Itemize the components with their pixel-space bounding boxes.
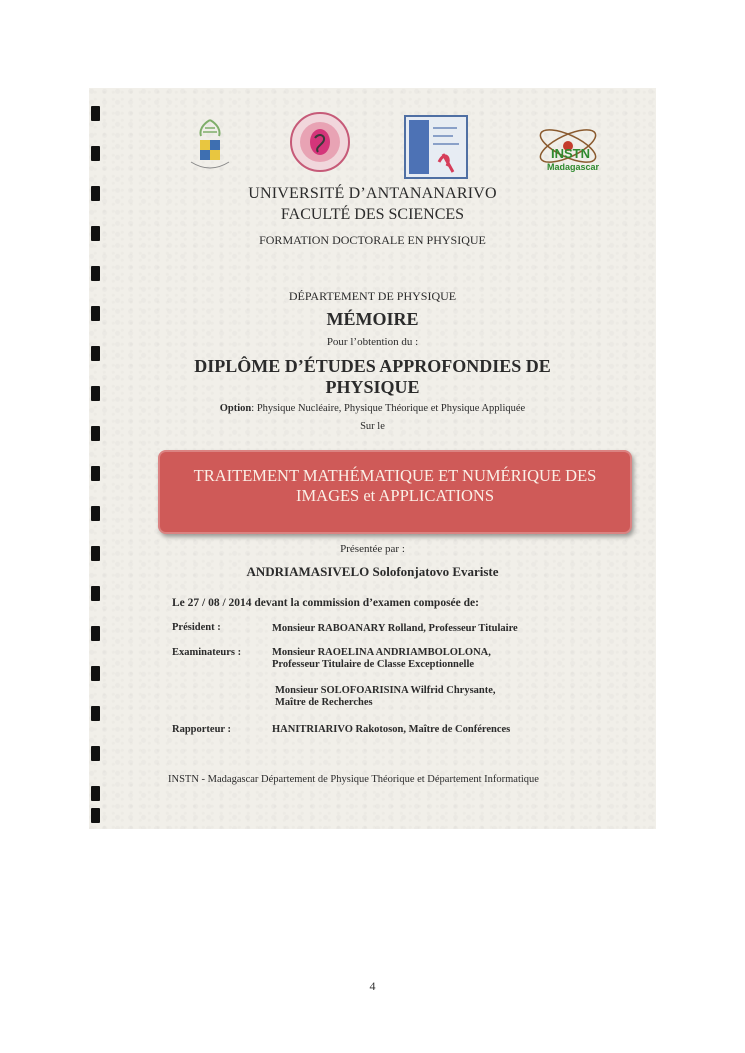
university-name: UNIVERSITÉ D’ANTANANARIVO xyxy=(248,185,497,202)
scanned-cover-page xyxy=(89,88,656,829)
instn-logo xyxy=(531,118,605,178)
examiner-1: Monsieur RAOELINA ANDRIAMBOLOLONA, Professeur Titulaire de Classe Exceptionnelle xyxy=(272,647,491,670)
president-name: Monsieur RABOANARY Rolland, Professeur Titulaire xyxy=(272,623,518,634)
option-text: : Physique Nucléaire, Physique Théorique et Physique Appliquée xyxy=(251,403,526,414)
document-type: MÉMOIRE xyxy=(326,309,419,329)
jury-intro: Le 27 / 08 / 2014 devant la commission d’examen composée de: xyxy=(172,597,479,609)
examiners-label: Examinateurs : xyxy=(172,647,242,658)
doctoral-formation: FORMATION DOCTORALE EN PHYSIQUE xyxy=(259,233,486,247)
thesis-title-line-2: IMAGES et APPLICATIONS xyxy=(295,486,495,505)
logos-row xyxy=(89,110,656,190)
thesis-title-line-1: TRAITEMENT MATHÉMATIQUE ET NUMÉRIQUE DES xyxy=(193,466,597,485)
binding-ring xyxy=(91,506,100,521)
page-number: 4 xyxy=(369,979,376,993)
formation-doctorale-logo xyxy=(403,114,469,180)
examiner-2: Monsieur SOLOFOARISINA Wilfrid Chrysante, Maître de Recherches xyxy=(275,685,496,708)
faculty-sciences-logo xyxy=(287,110,353,174)
option-label: Option xyxy=(219,403,252,414)
binding-ring xyxy=(91,666,100,681)
university-seal-logo xyxy=(185,116,235,174)
binding-ring xyxy=(91,808,100,823)
svg-text:INSTN: INSTN xyxy=(551,146,590,161)
presented-by: Présentée par : xyxy=(340,543,405,555)
option-line xyxy=(89,403,656,414)
department-name: DÉPARTEMENT DE PHYSIQUE xyxy=(288,289,457,303)
binding-ring xyxy=(91,786,100,801)
binding-ring xyxy=(91,706,100,721)
svg-text:Madagascar: Madagascar xyxy=(547,162,600,172)
binding-ring xyxy=(91,746,100,761)
diploma-line-1: DIPLÔME D’ÉTUDES APPROFONDIES DE xyxy=(194,356,551,376)
author-name: ANDRIAMASIVELO Solofonjatovo Evariste xyxy=(246,564,499,579)
rapporteur-label: Rapporteur : xyxy=(172,724,232,735)
sur-le: Sur le xyxy=(360,421,385,432)
president-label: Président : xyxy=(172,622,221,633)
for-obtaining: Pour l’obtention du : xyxy=(326,336,419,348)
faculty-name: FACULTÉ DES SCIENCES xyxy=(280,206,465,223)
diploma-line-2: PHYSIQUE xyxy=(325,377,420,397)
binding-ring xyxy=(91,266,100,281)
binding-ring xyxy=(91,626,100,641)
binding-ring xyxy=(91,586,100,601)
thesis-title-box xyxy=(158,450,632,534)
rapporteur-name: HANITRIARIVO Rakotoson, Maître de Conférences xyxy=(272,724,511,735)
institute-line: INSTN - Madagascar Département de Physique Théorique et Département Informatique xyxy=(168,774,539,785)
binding-ring xyxy=(91,466,100,481)
